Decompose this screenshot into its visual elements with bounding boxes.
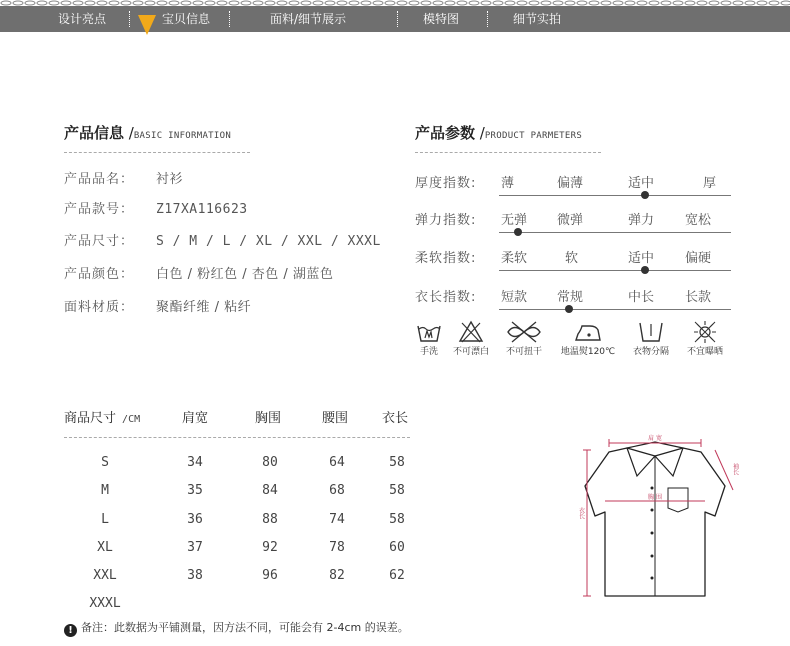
param-label: 衣长指数: [415, 290, 477, 305]
param-softness [415, 247, 725, 271]
param-option: 适中 [628, 251, 655, 266]
param-elasticity [415, 209, 725, 233]
size-value: 92 [262, 540, 278, 555]
size-value: 58 [389, 455, 405, 470]
divider [415, 152, 601, 153]
size-value: 37 [187, 540, 203, 555]
hand-wash-icon [416, 320, 442, 344]
param-option: 偏硬 [685, 251, 712, 266]
nav-item-design[interactable]: 设计亮点 [58, 12, 107, 26]
size-value: 58 [389, 512, 405, 527]
nav-separator [229, 11, 230, 27]
size-value: 60 [389, 540, 405, 555]
warning-icon: ! [64, 624, 77, 637]
size-value: 88 [262, 512, 278, 527]
nav-item-product-info[interactable]: 宝贝信息 [162, 12, 211, 26]
param-option: 厚 [703, 176, 717, 191]
size-label: XXL [93, 568, 117, 583]
wash-separately-icon [638, 320, 664, 344]
shoulder-label: 肩 宽 [648, 435, 662, 442]
param-option: 软 [565, 251, 579, 266]
measurement-note: ! 备注：此数据为平铺测量，因方法不同，可能会有 2-4cm 的误差。 [64, 619, 409, 637]
param-label: 柔软指数: [415, 251, 477, 266]
param-option: 长款 [685, 290, 712, 305]
size-value: 74 [329, 512, 345, 527]
care-label: 手洗 [419, 347, 438, 357]
param-option: 短款 [501, 290, 528, 305]
size-header-chest: 胸围 [255, 411, 282, 426]
care-label: 不可漂白 [452, 347, 489, 357]
length-label: 衣长 [577, 507, 585, 519]
size-value: 58 [389, 483, 405, 498]
param-scale-line [499, 195, 731, 196]
param-option: 弹力 [628, 213, 655, 228]
param-scale-line [499, 270, 731, 271]
size-label: S [101, 455, 109, 470]
active-tab-indicator [138, 15, 156, 35]
size-value: 36 [187, 512, 203, 527]
size-value: 35 [187, 483, 203, 498]
param-scale-line [499, 232, 731, 233]
size-label: XL [97, 540, 113, 555]
size-table-title: 商品尺寸 /CM [64, 411, 141, 426]
param-label: 厚度指数: [415, 176, 477, 191]
no-sun-icon [692, 320, 718, 344]
param-option: 中长 [628, 290, 655, 305]
size-header-length: 衣长 [382, 411, 409, 426]
info-row-style-number: 产品款号： Z17XA116623 [64, 202, 248, 217]
param-indicator-dot [641, 266, 649, 274]
chest-label: 胸 围 [648, 494, 662, 501]
care-wash-separately [626, 320, 676, 360]
param-option: 柔软 [501, 251, 528, 266]
size-label: XXXL [89, 596, 121, 611]
param-length [415, 286, 725, 310]
info-row-name: 产品品名： 衬衫 [64, 172, 184, 187]
size-header-shoulder: 肩宽 [182, 411, 209, 426]
care-label: 地温熨120℃ [560, 347, 616, 357]
param-thickness [415, 172, 725, 196]
param-label: 弹力指数: [415, 213, 477, 228]
care-no-sun [680, 320, 730, 360]
info-row-material: 面料材质： 聚酯纤维 / 粘纤 [64, 300, 252, 315]
param-option: 微弹 [557, 213, 584, 228]
care-hand-wash [414, 320, 444, 360]
size-value: 80 [262, 455, 278, 470]
shirt-pocket [668, 488, 688, 512]
care-label: 衣物分隔 [632, 347, 669, 357]
param-scale-line [499, 309, 731, 310]
param-indicator-dot [514, 228, 522, 236]
param-option: 常规 [557, 290, 584, 305]
size-value: 62 [389, 568, 405, 583]
size-label: M [101, 483, 109, 498]
size-label: L [101, 512, 109, 527]
low-iron-icon [573, 320, 603, 344]
param-option: 薄 [501, 176, 515, 191]
nav-item-model[interactable]: 模特图 [423, 12, 460, 26]
size-value: 64 [329, 455, 345, 470]
param-option: 无弹 [501, 213, 528, 228]
nav-item-detail-photos[interactable]: 细节实拍 [513, 12, 562, 26]
divider [64, 437, 410, 438]
size-value: 96 [262, 568, 278, 583]
top-nav [0, 6, 790, 32]
nav-item-fabric[interactable]: 面料/细节展示 [270, 12, 347, 26]
size-value: 84 [262, 483, 278, 498]
size-header-waist: 腰围 [322, 411, 349, 426]
product-params-title: 产品参数 /PRODUCT PARMETERS [415, 124, 583, 142]
no-bleach-icon [458, 320, 484, 344]
param-option: 适中 [628, 176, 655, 191]
sleeve-label: 袖长 [731, 463, 739, 475]
product-info-title: 产品信息 /BASIC INFORMATION [64, 124, 232, 142]
param-indicator-dot [565, 305, 573, 313]
nav-separator [129, 11, 130, 27]
shirt-measurement-diagram [565, 428, 745, 606]
param-option: 宽松 [685, 213, 712, 228]
care-label: 不宜曝晒 [686, 347, 723, 357]
care-no-bleach [447, 320, 495, 360]
nav-separator [487, 11, 488, 27]
divider [64, 152, 250, 153]
size-value: 34 [187, 455, 203, 470]
param-option: 偏薄 [557, 176, 584, 191]
no-wring-icon [504, 320, 544, 344]
care-low-iron [556, 320, 620, 360]
info-row-colors: 产品颜色： 白色 / 粉红色 / 杏色 / 湖蓝色 [64, 267, 334, 282]
care-no-wring [500, 320, 548, 360]
care-label: 不可扭干 [505, 347, 542, 357]
size-value: 78 [329, 540, 345, 555]
size-value: 82 [329, 568, 345, 583]
size-value: 68 [329, 483, 345, 498]
info-row-sizes: 产品尺寸： S / M / L / XL / XXL / XXXL [64, 234, 381, 249]
param-indicator-dot [641, 191, 649, 199]
nav-separator [397, 11, 398, 27]
size-value: 38 [187, 568, 203, 583]
